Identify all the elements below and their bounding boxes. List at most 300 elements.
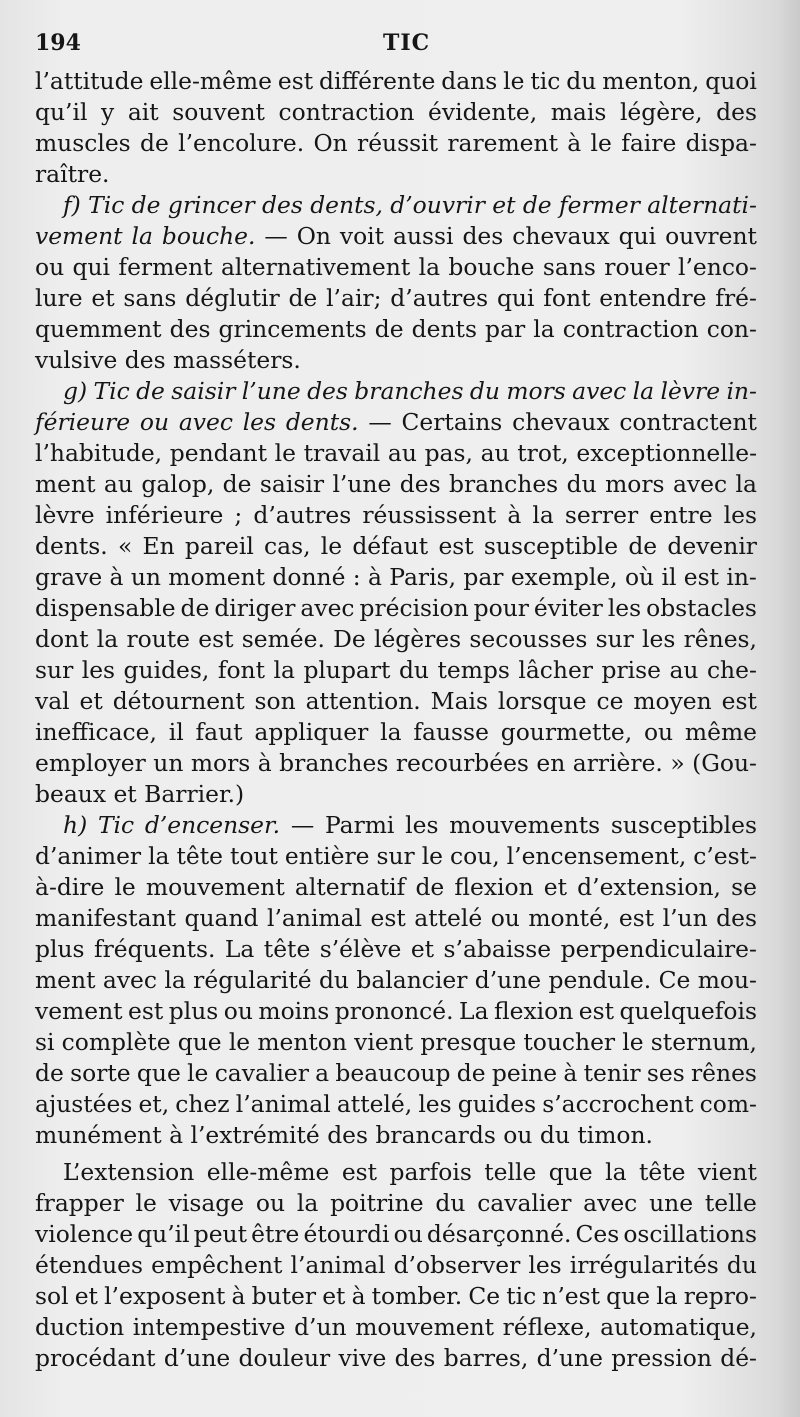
word: de [222, 470, 252, 498]
italic-word: avec [178, 408, 233, 436]
italic-word: de [131, 191, 161, 219]
word: sans [542, 253, 596, 281]
italic-word: branches [354, 377, 464, 405]
word: sur [376, 842, 415, 870]
word: contraction [562, 315, 699, 343]
word: du [318, 966, 349, 994]
word: elle-même [149, 67, 272, 95]
word: serrer [564, 501, 639, 529]
word: la [164, 966, 186, 994]
word: guides, [123, 656, 210, 684]
word: dents [411, 315, 477, 343]
word: et [410, 935, 435, 963]
running-title: TIC [383, 30, 431, 56]
word: évidente, [428, 98, 538, 126]
word: précision [359, 594, 469, 622]
word: mouvements [449, 811, 601, 839]
text-line [35, 1281, 757, 1312]
word: guides [457, 1090, 537, 1118]
word: tout [229, 842, 278, 870]
italic-word: Tic [88, 191, 125, 219]
word: de [288, 284, 318, 312]
word: temps [437, 656, 510, 684]
word: déglutir [185, 284, 280, 312]
word: d’animer [35, 842, 142, 870]
word: moment [168, 563, 266, 591]
word: défaut [352, 532, 429, 560]
word: à [507, 501, 522, 529]
word: des [716, 98, 757, 126]
word: brancards [375, 1121, 496, 1149]
word: et [91, 284, 115, 312]
italic-word: la [632, 377, 655, 405]
word: et [113, 780, 137, 808]
word: faire [621, 129, 677, 157]
italic-word: la [131, 222, 153, 250]
word: telle [704, 1189, 757, 1217]
text-line [35, 1157, 757, 1188]
word: douleur [238, 1344, 331, 1372]
word: procédant [35, 1344, 156, 1372]
word: ou [393, 1220, 423, 1248]
word: lèvre [35, 501, 95, 529]
text-line [35, 345, 757, 376]
word: pression [611, 1344, 712, 1372]
word: avec [583, 1189, 638, 1217]
word: exemple, [510, 563, 618, 591]
italic-word: h) [63, 811, 88, 839]
word: l’extrémité [190, 1121, 320, 1149]
word: contractent [619, 408, 757, 436]
word: mouvement [355, 1313, 495, 1341]
word: rarement [447, 129, 558, 157]
word: chez [175, 1090, 230, 1118]
word: pour [473, 594, 529, 622]
word: son [254, 687, 296, 715]
word: la [296, 1189, 319, 1217]
word: d’une [536, 1344, 603, 1372]
word: régularité [193, 966, 312, 994]
word: prononcé. [334, 997, 454, 1025]
word: des [399, 470, 441, 498]
word: dents. [35, 532, 108, 560]
word: les [528, 1251, 562, 1279]
word: pendant [169, 439, 268, 467]
word: voit [339, 222, 385, 250]
word: de [35, 1059, 64, 1087]
word: violence [35, 1220, 134, 1248]
word: pareil [184, 532, 254, 560]
word: pendule. [548, 966, 652, 994]
word: fausse [413, 718, 489, 746]
word: qui [618, 222, 657, 250]
word: l’attitude [35, 67, 144, 95]
word: il [661, 563, 677, 591]
word: en [536, 749, 566, 777]
word: la [380, 718, 402, 746]
word: ajustées [35, 1090, 133, 1118]
text-line [35, 407, 757, 438]
word: trot, [517, 439, 569, 467]
word: branches [279, 749, 389, 777]
word: On [313, 129, 348, 157]
word: le [114, 873, 136, 901]
word: de [456, 1059, 486, 1087]
word: à [351, 1282, 366, 1310]
word: est [721, 687, 757, 715]
word: recourbées [395, 749, 529, 777]
word: de [140, 129, 169, 157]
word: mors [605, 470, 665, 498]
text-line [35, 1219, 757, 1250]
text-line [35, 500, 757, 531]
word: arrière. [572, 749, 663, 777]
word: ou [223, 997, 253, 1025]
word: grave [35, 563, 103, 591]
word: ment [35, 470, 96, 498]
word: quoi [705, 67, 757, 95]
text-line [35, 1312, 757, 1343]
word: du [398, 656, 429, 684]
word: » [670, 749, 685, 777]
word: — [264, 222, 288, 250]
italic-word: d’ouvrir [390, 191, 485, 219]
word: tomber. [371, 1282, 463, 1310]
word: font [217, 656, 266, 684]
text-line [35, 841, 757, 872]
word: l’habitude, [35, 439, 163, 467]
word: l’encolure. [178, 129, 305, 157]
word: empêchent [151, 1251, 283, 1279]
word: l’animal [235, 1090, 331, 1118]
word: le [187, 1059, 209, 1087]
word: donné [272, 563, 346, 591]
word: des [327, 1121, 369, 1149]
page-number: 194 [35, 30, 81, 56]
word: vement [35, 997, 123, 1025]
word: aussi [393, 222, 454, 250]
word: plus [168, 997, 219, 1025]
word: d’autres [253, 501, 352, 529]
word: l’enco- [678, 253, 757, 281]
word: des [124, 346, 166, 374]
word: ou [643, 718, 674, 746]
word: in- [726, 563, 757, 591]
word: — [290, 811, 315, 839]
text-line [35, 1343, 757, 1374]
word: le [135, 1189, 157, 1217]
word: plupart [303, 656, 391, 684]
word: dispa- [685, 129, 757, 157]
word: vive [338, 1344, 387, 1372]
word: tenir [583, 1059, 641, 1087]
italic-word: mors [506, 377, 566, 405]
word: buter [251, 1282, 317, 1310]
word: cou, [450, 842, 500, 870]
word: chevaux [512, 408, 610, 436]
word: un [130, 563, 161, 591]
word: l’animal [290, 1251, 386, 1279]
italic-word: vement [35, 222, 123, 250]
word: qu’il [137, 1220, 190, 1248]
word: est [198, 625, 234, 653]
text-line [35, 717, 757, 748]
word: au [387, 439, 417, 467]
word: duction [35, 1313, 125, 1341]
word: manifestant [35, 904, 176, 932]
word: quand [184, 904, 259, 932]
word: est [370, 904, 406, 932]
text-line [35, 965, 757, 996]
word: moyen [633, 687, 712, 715]
word: tête [176, 842, 223, 870]
word: vient [354, 1028, 414, 1056]
text-line [35, 1027, 757, 1058]
word: légère, [619, 98, 703, 126]
word: du [566, 67, 597, 95]
italic-word: l’une [241, 377, 301, 405]
word: dispensable [35, 594, 176, 622]
word: De [333, 625, 366, 653]
text-line [35, 314, 757, 345]
word: lure [35, 284, 83, 312]
word: la [532, 501, 554, 529]
word: dont [35, 625, 89, 653]
word: rouer [604, 253, 670, 281]
word: d’un [294, 1313, 347, 1341]
word: différente [319, 67, 436, 95]
word: « [117, 532, 133, 560]
word: vient [697, 1158, 757, 1186]
text-line [35, 1089, 757, 1120]
body-text [35, 66, 757, 1374]
text-line [35, 469, 757, 500]
word: et [322, 1282, 346, 1310]
word: à [563, 1059, 578, 1087]
word: susceptible [483, 532, 619, 560]
word: se [731, 873, 757, 901]
text-line [35, 1120, 757, 1151]
word: On [296, 222, 331, 250]
word: d’une [163, 1344, 231, 1372]
word: lorsque [497, 687, 587, 715]
word: réussit [357, 129, 439, 157]
italic-word: avec [572, 377, 627, 405]
word: du [566, 470, 597, 498]
word: au [480, 439, 510, 467]
word: le [622, 1028, 644, 1056]
word: la [533, 315, 555, 343]
word: entendre [599, 284, 707, 312]
word: chevaux [512, 222, 610, 250]
word: vulsive [35, 346, 118, 374]
word: visage [168, 1189, 245, 1217]
word: des [462, 222, 504, 250]
word: le [320, 532, 343, 560]
word: les [642, 625, 676, 653]
word: c’est- [693, 842, 757, 870]
word: quelquefois [619, 997, 757, 1025]
word: inférieure [105, 501, 224, 529]
word: beaux [35, 780, 107, 808]
word: il [168, 718, 184, 746]
word: Mais [430, 687, 489, 715]
italic-word: alternati- [647, 191, 757, 219]
word: rênes, [683, 625, 757, 653]
word: avec [102, 966, 157, 994]
word: le [503, 67, 525, 95]
word: des [169, 315, 211, 343]
word: Ce [658, 966, 691, 994]
word: cavalier [214, 1059, 309, 1087]
text-line [35, 996, 757, 1027]
word: parfois [389, 1158, 472, 1186]
text-line [35, 779, 757, 810]
word: est [618, 904, 655, 932]
word: une [649, 1189, 694, 1217]
word: est [128, 997, 164, 1025]
word: automatique, [600, 1313, 757, 1341]
word: semée. [241, 625, 325, 653]
word: saisir [259, 470, 325, 498]
word: est [683, 563, 720, 591]
text-line [35, 128, 757, 159]
word: peine [491, 1059, 558, 1087]
word: ou [255, 1189, 286, 1217]
text-line [35, 655, 757, 686]
word: l’un [662, 904, 708, 932]
word: les [405, 811, 439, 839]
word: pas, [424, 439, 473, 467]
word: ou [35, 253, 65, 281]
word: lâcher [518, 656, 593, 684]
word: attelé [414, 904, 483, 932]
italic-word: fermer [559, 191, 640, 219]
word: poitrine [330, 1189, 424, 1217]
word: La [224, 935, 255, 963]
word: a [315, 1059, 330, 1087]
word: de [628, 532, 658, 560]
word: mais [550, 98, 607, 126]
word: ; [234, 501, 243, 529]
word: l’exposent [104, 1282, 226, 1310]
text-line [35, 190, 757, 221]
word: et [79, 687, 103, 715]
word: la [273, 656, 295, 684]
word: que [548, 1158, 593, 1186]
text-line [35, 531, 757, 562]
word: est [578, 997, 614, 1025]
word: beaucoup [335, 1059, 451, 1087]
word: où [624, 563, 655, 591]
word: d’observer [393, 1251, 521, 1279]
word: d’autres [390, 284, 489, 312]
word: les [723, 501, 757, 529]
word: le [274, 439, 296, 467]
italic-word: les [242, 408, 277, 436]
word: secousses [469, 625, 588, 653]
word: par [463, 563, 504, 591]
word: qui [496, 284, 535, 312]
word: avec [300, 594, 355, 622]
italic-word: d’encenser. [144, 811, 281, 839]
word: timon. [577, 1121, 653, 1149]
italic-word: de [522, 191, 552, 219]
word: la [148, 842, 170, 870]
word: de [415, 873, 445, 901]
word: barres, [443, 1344, 529, 1372]
word: mou- [697, 966, 757, 994]
word: des [716, 904, 757, 932]
word: de [374, 315, 404, 343]
italic-word: des [262, 191, 303, 219]
word: alternatif [294, 873, 406, 901]
word: la [418, 253, 441, 281]
word: com- [699, 1090, 757, 1118]
word: flexion [454, 873, 534, 901]
word: L’extension [63, 1158, 195, 1186]
word: Parmi [324, 811, 395, 839]
italic-word: férieure [35, 408, 131, 436]
word: monté, [528, 904, 611, 932]
word: employer [35, 749, 146, 777]
word: con- [706, 315, 757, 343]
word: balancier [356, 966, 468, 994]
word: intempestive [132, 1313, 286, 1341]
word: n’est [542, 1282, 601, 1310]
word: ait [127, 98, 159, 126]
word: — [368, 408, 392, 436]
word: l’une [332, 470, 392, 498]
word: à [567, 129, 582, 157]
text-line [35, 810, 757, 841]
word: sorte [70, 1059, 131, 1087]
word: si [35, 1028, 55, 1056]
word: et [74, 1282, 98, 1310]
text-line [35, 1250, 757, 1281]
italic-word: in- [726, 377, 757, 405]
word: Barrier.) [144, 780, 245, 808]
text-line [35, 872, 757, 903]
word: branches [449, 470, 559, 498]
word: devenir [667, 532, 757, 560]
word: la [656, 1282, 678, 1310]
italic-word: Tic [97, 811, 135, 839]
word: détournent [112, 687, 245, 715]
word: font [543, 284, 591, 312]
text-line [35, 159, 757, 190]
word: de [180, 594, 210, 622]
word: ouvrent [665, 222, 757, 250]
word: du [539, 1121, 570, 1149]
word: fréquents. [93, 935, 216, 963]
italic-word: saisir [171, 377, 236, 405]
text-line [35, 593, 757, 624]
word: réflexe, [502, 1313, 592, 1341]
text-line [35, 438, 757, 469]
word: grincements [218, 315, 367, 343]
word: prise [601, 656, 661, 684]
word: entre [649, 501, 713, 529]
word: le [590, 129, 612, 157]
word: attelé, [336, 1090, 413, 1118]
word: qu’il [35, 98, 88, 126]
word: La [459, 997, 489, 1025]
text-line [35, 748, 757, 779]
word: attention. [305, 687, 421, 715]
word: ce [596, 687, 624, 715]
word: muscles [35, 129, 131, 157]
